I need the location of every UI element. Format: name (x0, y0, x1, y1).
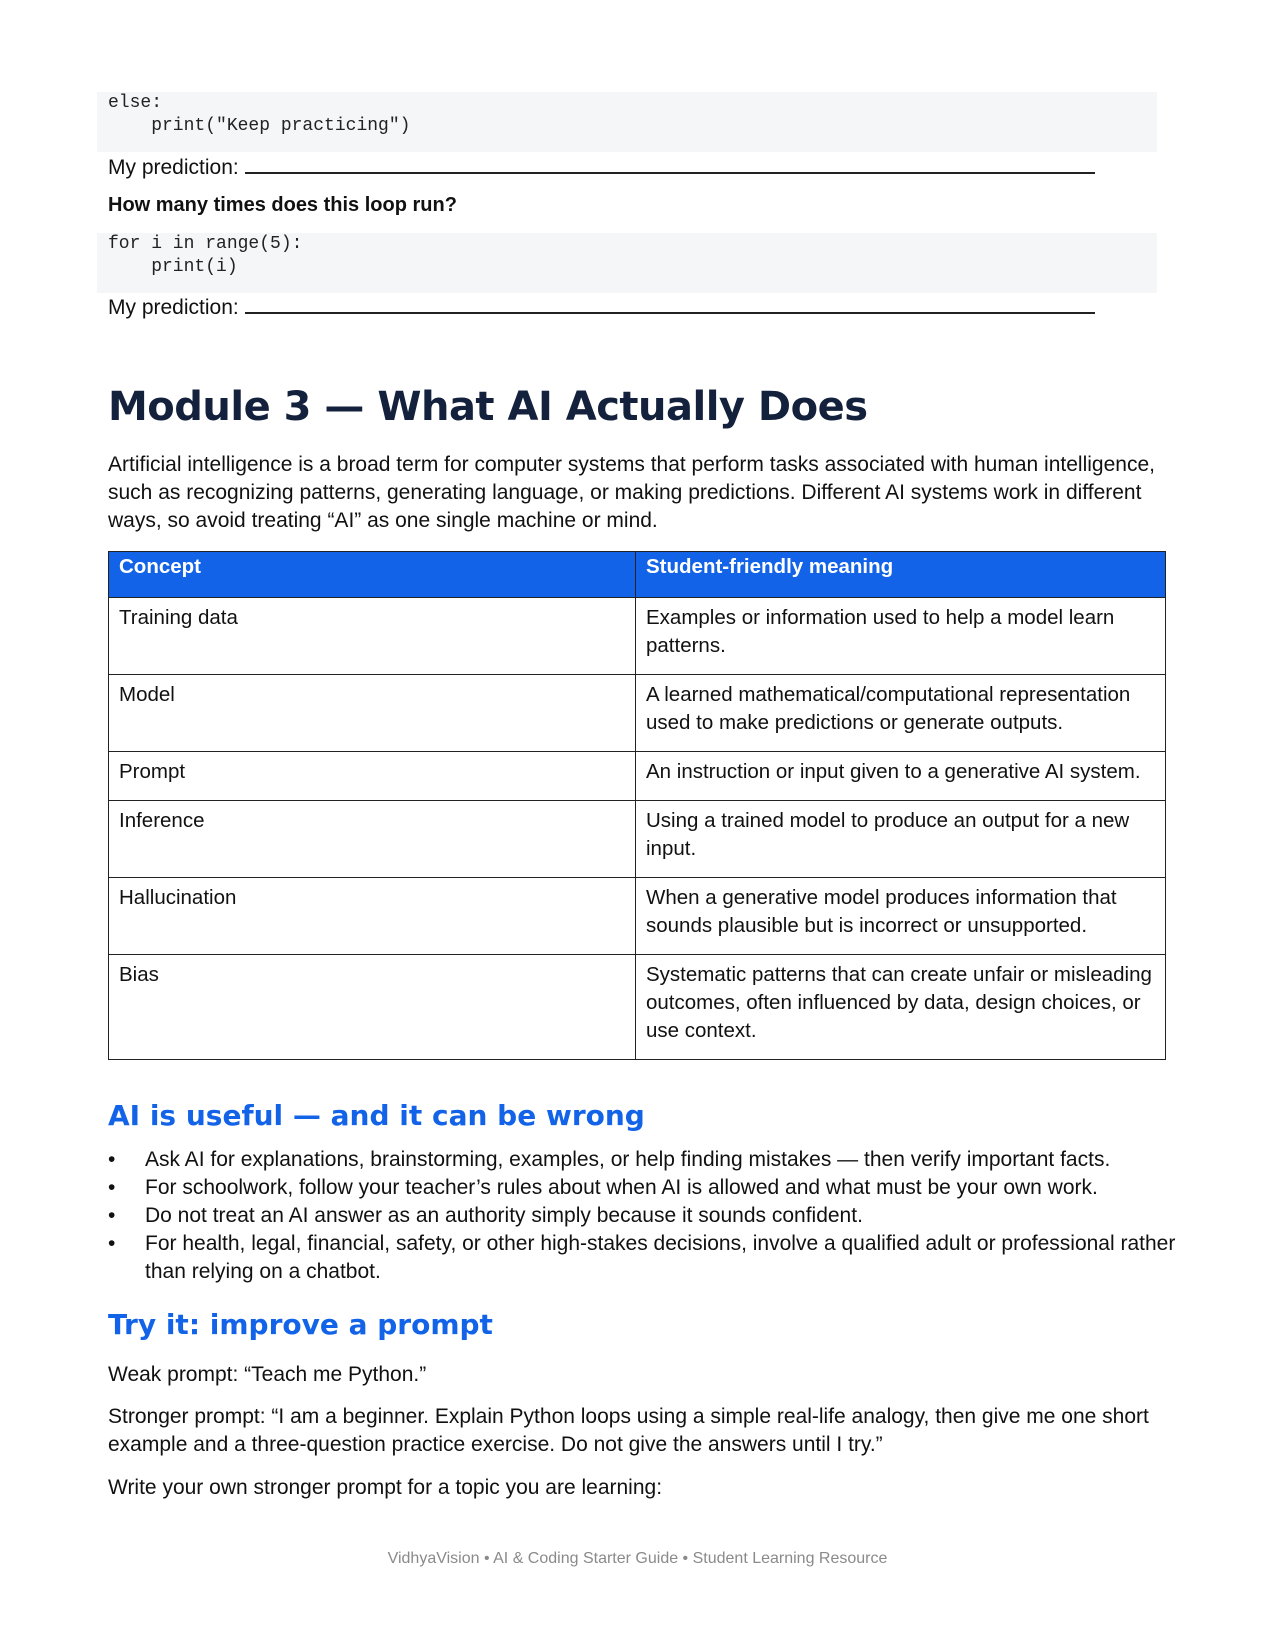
page-footer: VidhyaVision • AI & Coding Starter Guide • Student Learning Resource (387, 1550, 888, 1567)
question-heading: How many times does this loop run? (108, 194, 457, 216)
table-row (109, 801, 1166, 878)
concept-cell: Training data (109, 598, 636, 675)
meaning-cell: A learned mathematical/computational representation used to make predictions or generate outputs. (636, 675, 1166, 752)
bullet-icon: • (108, 1232, 116, 1255)
bullet-icon: • (108, 1176, 116, 1199)
prediction-line-2[interactable] (108, 292, 1095, 321)
strong-prompt: Stronger prompt: “I am a beginner. Explain Python loops using a simple real-life analogy, then give me one short example and a three-question practice exercise. Do not give the answers until I try.” (108, 1405, 1149, 1456)
list-item-text: For schoolwork, follow your teacher’s rules about when AI is allowed and what must be your own work. (145, 1176, 1098, 1199)
weak-prompt: Weak prompt: “Teach me Python.” (108, 1363, 427, 1386)
table-row (109, 598, 1166, 675)
table-header-row (109, 552, 1166, 598)
concept-cell: Hallucination (109, 878, 636, 955)
answer-blank[interactable] (245, 152, 1095, 174)
prediction-label: My prediction: (108, 156, 239, 179)
answer-blank[interactable] (245, 292, 1095, 314)
list-item (108, 1174, 1188, 1202)
list-item (108, 1202, 1188, 1230)
intro-paragraph: Artificial intelligence is a broad term for computer systems that perform tasks associated with human intelligence, such as recognizing patterns, generating language, or making predictions. Different AI systems work in different ways, so avoid treating “AI” as one single machine or mind. (108, 453, 1155, 532)
concept-cell: Model (109, 675, 636, 752)
header-concept: Concept (109, 552, 636, 598)
meaning-cell: Examples or information used to help a model learn patterns. (636, 598, 1166, 675)
bullet-icon: • (108, 1204, 116, 1227)
table-row (109, 878, 1166, 955)
code-block-else: else: print("Keep practicing") (97, 92, 1157, 152)
concept-cell: Inference (109, 801, 636, 878)
meaning-cell: When a generative model produces information that sounds plausible but is incorrect or unsupported. (636, 878, 1166, 955)
own-prompt-instruction: Write your own stronger prompt for a topic you are learning: (108, 1476, 663, 1499)
bullet-icon: • (108, 1148, 116, 1171)
list-item-text: For health, legal, financial, safety, or other high-stakes decisions, involve a qualified adult or professional rather than relying on a chatbot. (145, 1232, 1176, 1283)
meaning-cell: An instruction or input given to a generative AI system. (636, 752, 1166, 801)
module-title: Module 3 — What AI Actually Does (108, 384, 868, 430)
list-item-text: Ask AI for explanations, brainstorming, examples, or help finding mistakes — then verify important facts. (145, 1148, 1111, 1171)
concept-table (108, 551, 1166, 1060)
prediction-line-1[interactable] (108, 152, 1095, 181)
meaning-cell: Using a trained model to produce an output for a new input. (636, 801, 1166, 878)
table-row (109, 955, 1166, 1060)
concept-cell: Bias (109, 955, 636, 1060)
list-item-text: Do not treat an AI answer as an authority simply because it sounds confident. (145, 1204, 863, 1227)
list-item (108, 1146, 1188, 1174)
prediction-label: My prediction: (108, 296, 239, 319)
list-item (108, 1230, 1188, 1286)
section-heading-try-it: Try it: improve a prompt (108, 1308, 493, 1341)
tips-list (108, 1146, 1188, 1286)
code-block-loop: for i in range(5): print(i) (97, 233, 1157, 293)
meaning-cell: Systematic patterns that can create unfair or misleading outcomes, often influenced by data, design choices, or use context. (636, 955, 1166, 1060)
table-row (109, 752, 1166, 801)
concept-cell: Prompt (109, 752, 636, 801)
header-meaning: Student-friendly meaning (636, 552, 1166, 598)
table-row (109, 675, 1166, 752)
section-heading-ai-useful: AI is useful — and it can be wrong (108, 1099, 645, 1132)
